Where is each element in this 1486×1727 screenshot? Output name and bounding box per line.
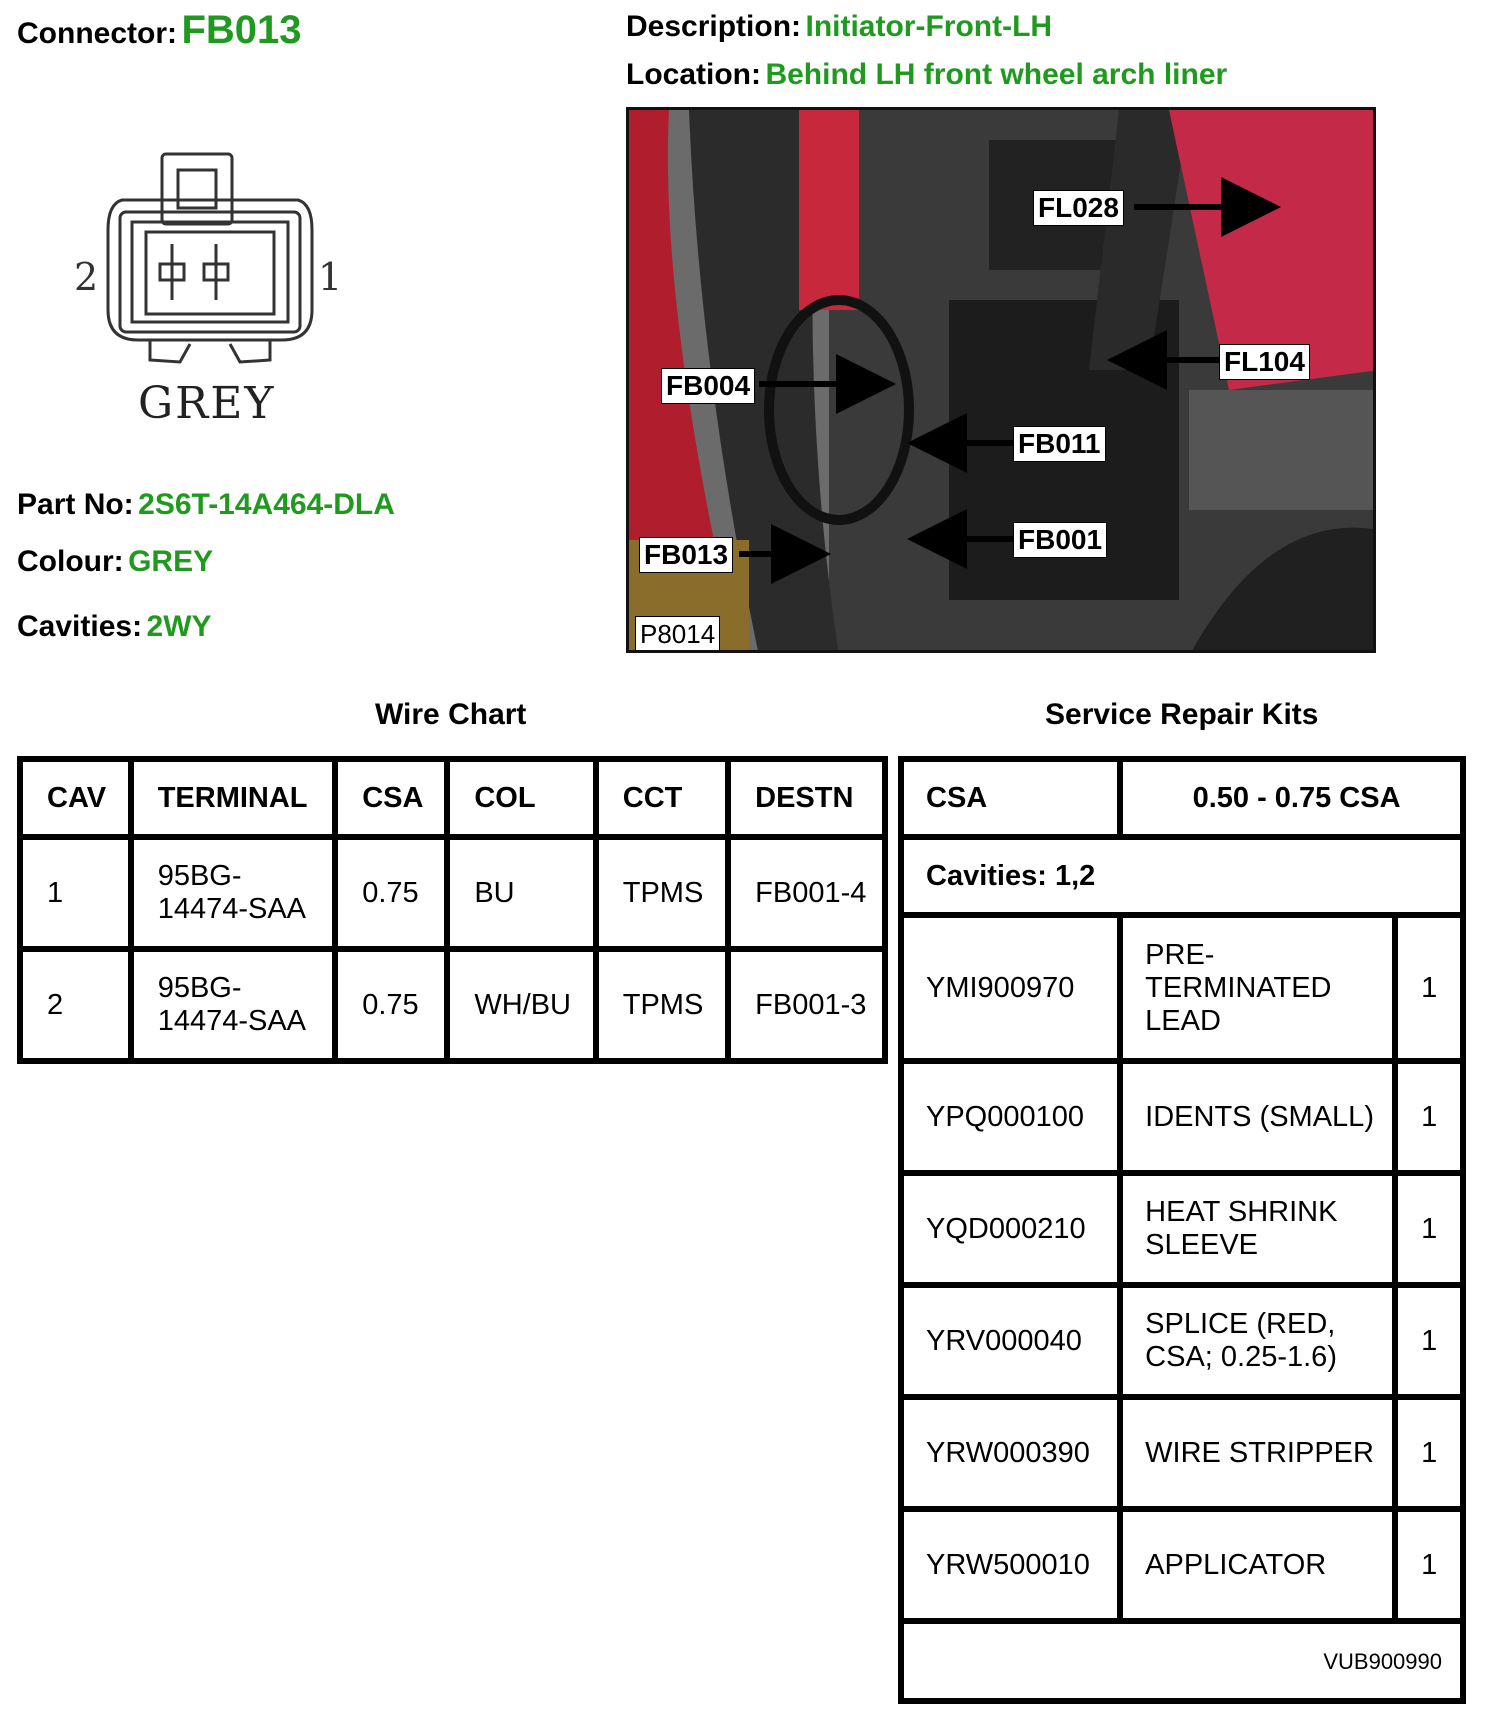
callout-fb001: FB001	[1013, 522, 1107, 558]
kit-qty: 1	[1395, 1173, 1463, 1285]
location-line	[626, 58, 1227, 92]
service-kits-title: Service Repair Kits	[1045, 698, 1319, 731]
table-row	[901, 1509, 1463, 1621]
cavities-line	[17, 610, 212, 644]
photo-id-label: P8014	[635, 616, 720, 652]
callout-fl104: FL104	[1219, 344, 1310, 380]
kit-name: HEAT SHRINK SLEEVE	[1120, 1173, 1395, 1285]
cell-col: WH/BU	[447, 949, 595, 1061]
table-row	[20, 837, 885, 949]
kit-name: WIRE STRIPPER	[1120, 1397, 1395, 1509]
cell-destn: FB001-4	[728, 837, 885, 949]
description-value: Initiator-Front-LH	[805, 10, 1053, 43]
colour-value: GREY	[128, 545, 214, 578]
pin-2-label: 2	[74, 255, 99, 299]
kits-csa-value: 0.50 - 0.75 CSA	[1120, 759, 1463, 837]
cell-cct: TPMS	[596, 837, 728, 949]
kit-qty: 1	[1395, 1285, 1463, 1397]
wire-chart-header-row	[20, 759, 885, 837]
cell-cct: TPMS	[596, 949, 728, 1061]
connector-line	[17, 8, 302, 53]
header-terminal: TERMINAL	[131, 759, 336, 837]
header-csa: CSA	[335, 759, 447, 837]
table-row	[901, 915, 1463, 1061]
kit-code: YQD000210	[901, 1173, 1120, 1285]
header-col: COL	[447, 759, 595, 837]
kit-qty: 1	[1395, 915, 1463, 1061]
connector-label: Connector:	[17, 17, 177, 50]
pin-1-label: 1	[318, 255, 343, 299]
wire-chart-title: Wire Chart	[375, 698, 527, 731]
colour-label: Colour:	[17, 545, 124, 578]
kit-qty: 1	[1395, 1397, 1463, 1509]
wire-chart-table	[17, 756, 888, 1064]
part-no-line	[17, 488, 395, 522]
location-photo	[626, 107, 1376, 653]
callout-fl028: FL028	[1033, 190, 1124, 226]
cell-col: BU	[447, 837, 595, 949]
kit-qty: 1	[1395, 1061, 1463, 1173]
cell-destn: FB001-3	[728, 949, 885, 1061]
kit-code: YMI900970	[901, 915, 1120, 1061]
kits-cavities: Cavities: 1,2	[901, 837, 1463, 915]
part-no-label: Part No:	[17, 488, 134, 521]
kits-footer-row	[901, 1621, 1463, 1701]
table-row	[20, 949, 885, 1061]
cell-csa: 0.75	[335, 949, 447, 1061]
cavities-value: 2WY	[146, 610, 212, 643]
kits-footer-code: VUB900990	[901, 1621, 1463, 1701]
connector-value: FB013	[181, 8, 302, 52]
cell-cav: 1	[20, 837, 131, 949]
callout-fb013: FB013	[639, 537, 733, 573]
location-label: Location:	[626, 58, 761, 91]
header-destn: DESTN	[728, 759, 885, 837]
cavities-label: Cavities:	[17, 610, 143, 643]
kit-name: IDENTS (SMALL)	[1120, 1061, 1395, 1173]
kit-qty: 1	[1395, 1509, 1463, 1621]
cell-csa: 0.75	[335, 837, 447, 949]
connector-diagram	[74, 140, 343, 440]
kit-name: PRE-TERMINATED LEAD	[1120, 915, 1395, 1061]
part-no-value: 2S6T-14A464-DLA	[138, 488, 395, 521]
connector-face-icon	[90, 140, 330, 370]
kits-csa-label: CSA	[901, 759, 1120, 837]
cell-terminal: 95BG-14474-SAA	[131, 949, 336, 1061]
kit-code: YPQ000100	[901, 1061, 1120, 1173]
kit-name: APPLICATOR	[1120, 1509, 1395, 1621]
colour-line	[17, 545, 213, 579]
description-label: Description:	[626, 10, 802, 43]
cell-terminal: 95BG-14474-SAA	[131, 837, 336, 949]
header-cct: CCT	[596, 759, 728, 837]
kit-name: SPLICE (RED, CSA; 0.25-1.6)	[1120, 1285, 1395, 1397]
kit-code: YRV000040	[901, 1285, 1120, 1397]
header-cav: CAV	[20, 759, 131, 837]
location-value: Behind LH front wheel arch liner	[765, 58, 1228, 91]
service-kits-table	[898, 756, 1466, 1704]
table-row	[901, 1061, 1463, 1173]
kit-code: YRW000390	[901, 1397, 1120, 1509]
callout-fb004: FB004	[661, 368, 755, 404]
kits-cavities-row	[901, 837, 1463, 915]
cell-cav: 2	[20, 949, 131, 1061]
callout-fb011: FB011	[1013, 426, 1106, 462]
table-row	[901, 1173, 1463, 1285]
diagram-colour-label: GREY	[138, 378, 276, 429]
description-line	[626, 10, 1052, 44]
table-row	[901, 1397, 1463, 1509]
table-row	[901, 1285, 1463, 1397]
kit-code: YRW500010	[901, 1509, 1120, 1621]
kits-header-row	[901, 759, 1463, 837]
